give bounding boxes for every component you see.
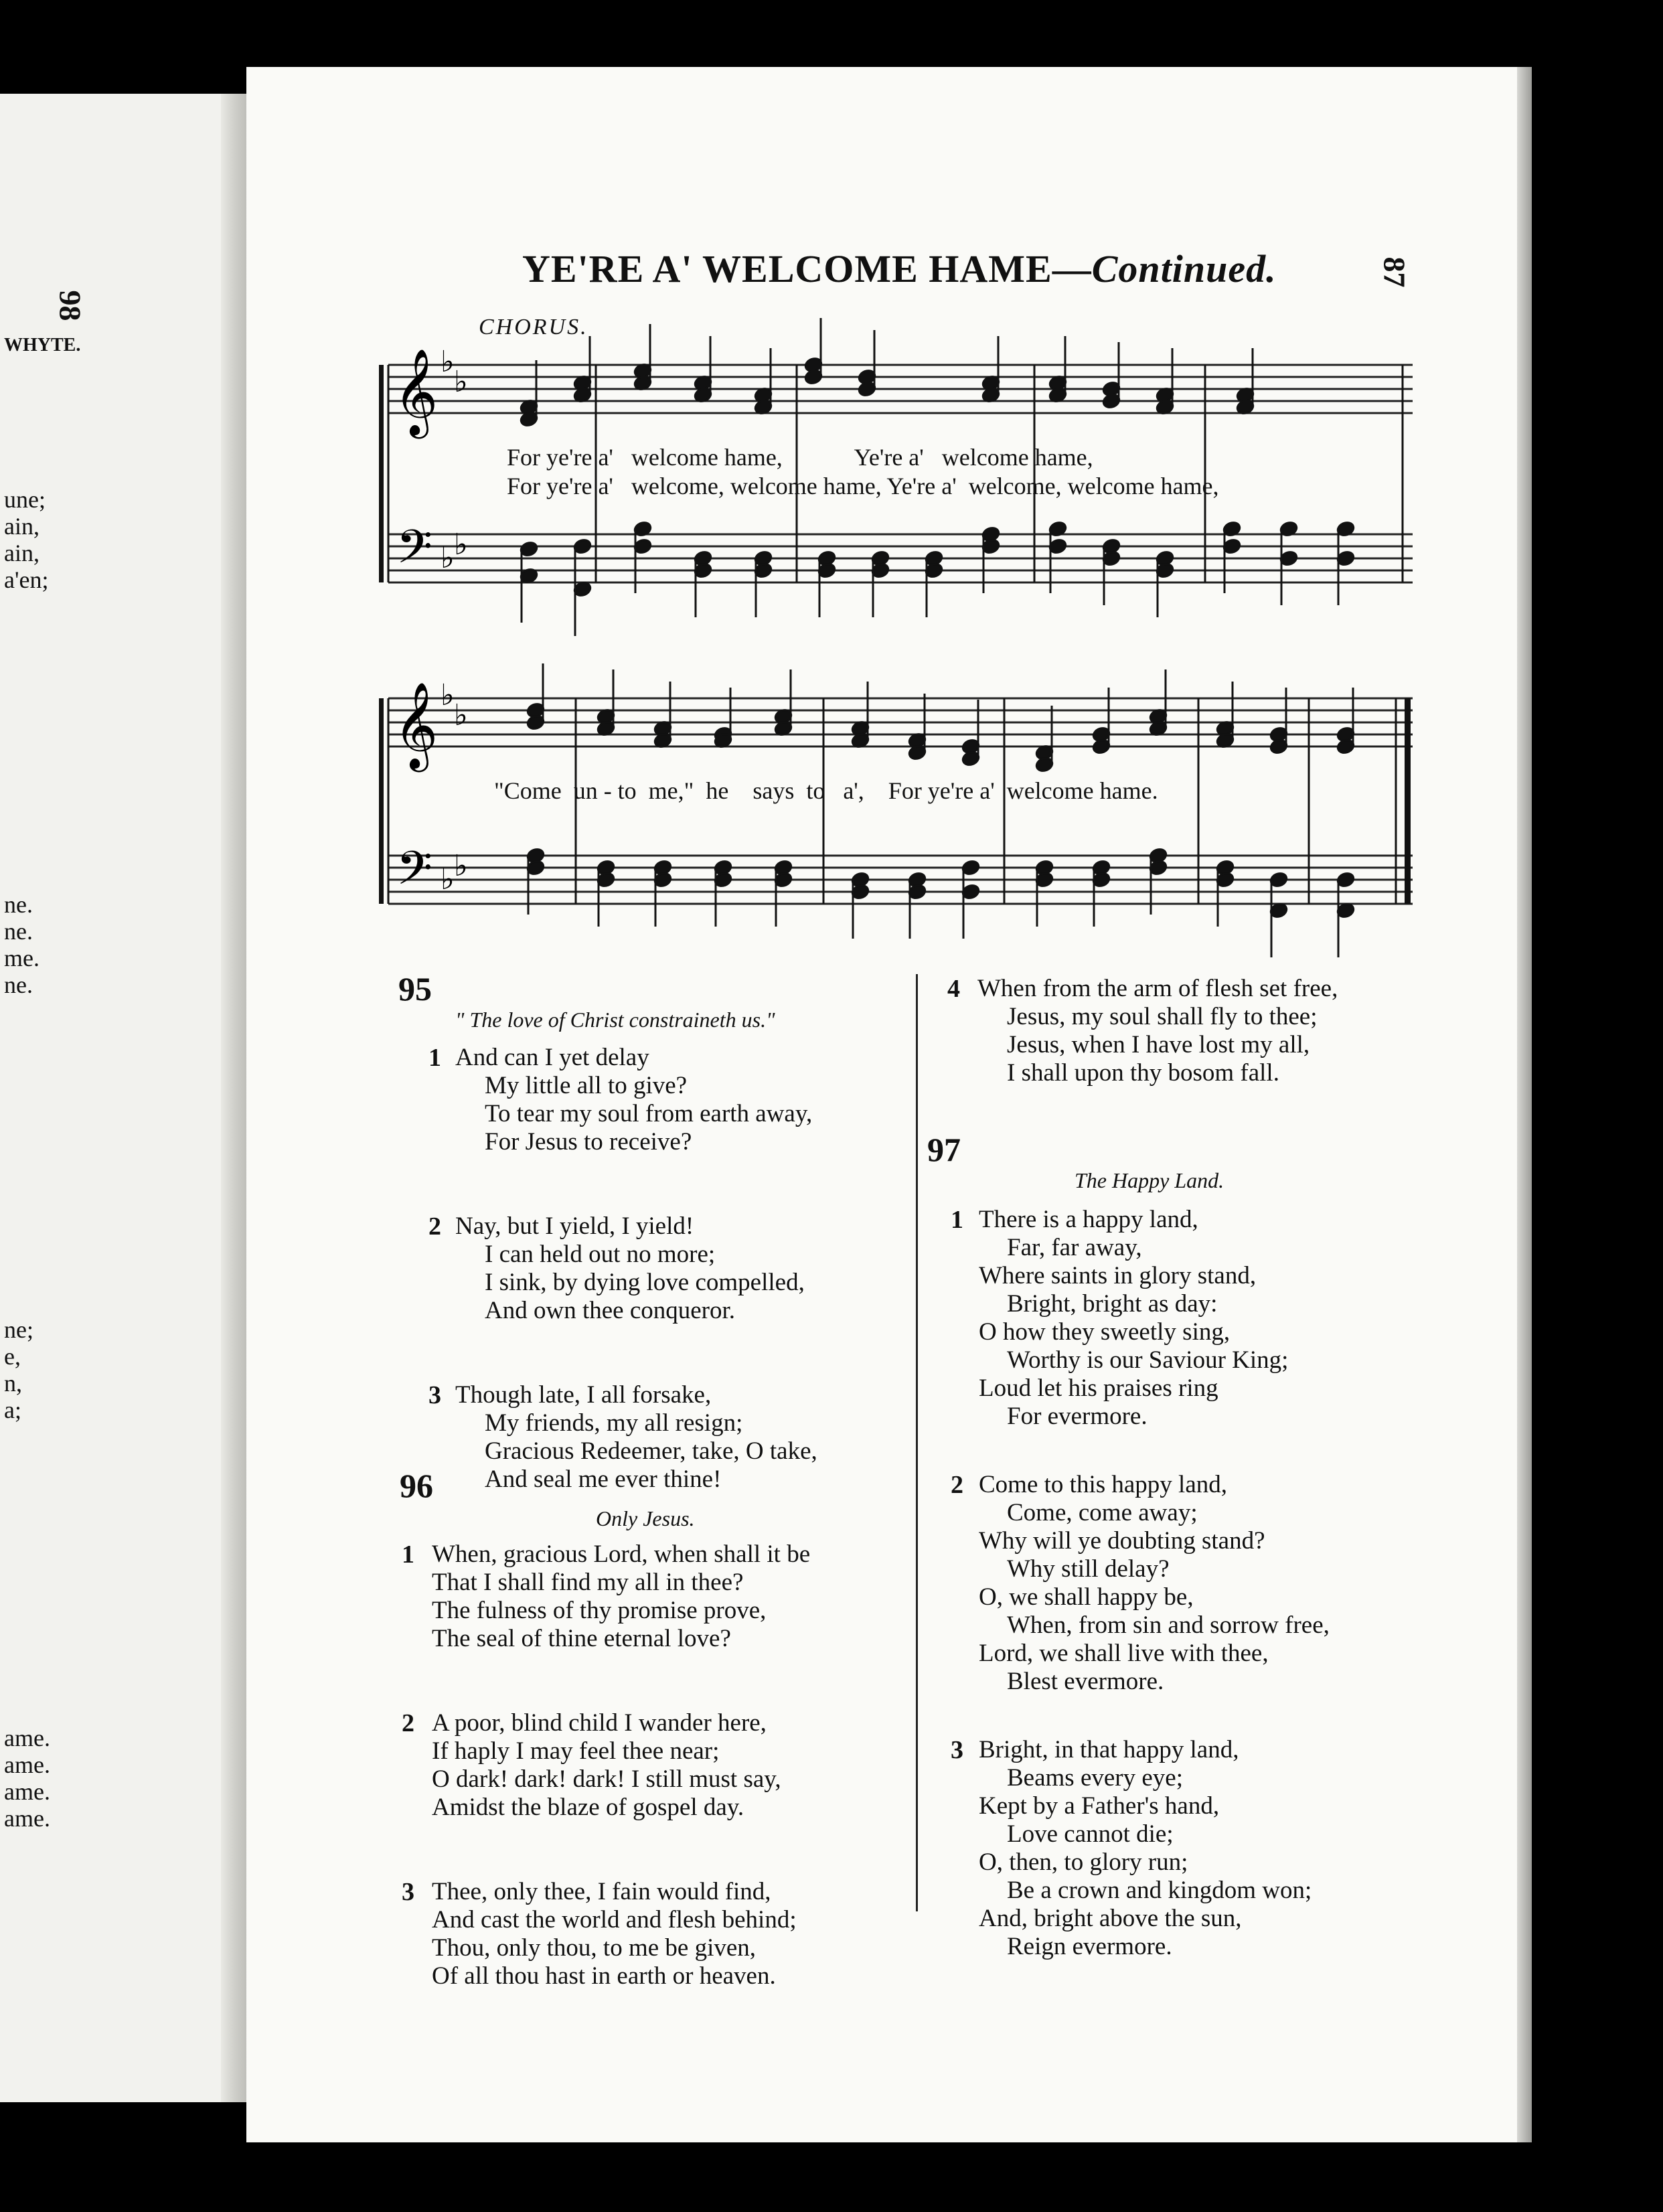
hymn-number-97: 97	[927, 1131, 961, 1168]
flat-sign: ♭	[454, 698, 468, 732]
title-text: YE'RE A' WELCOME HAME—	[522, 247, 1092, 291]
left-fragment: ame.	[4, 1805, 50, 1832]
verse-line: Far, far away,	[1007, 1234, 1142, 1261]
verse-line: O how they sweetly sing,	[979, 1318, 1231, 1346]
verse-line: Jesus, when I have lost my all,	[1007, 1031, 1310, 1058]
hymn-96-subtitle: Only Jesus.	[596, 1506, 695, 1530]
lyrics-line-1: For ye're a' welcome hame, Ye're a' welcome hame,	[507, 444, 1093, 471]
verse-line: I shall upon thy bosom fall.	[1007, 1059, 1279, 1087]
verse-line: I sink, by dying love compelled,	[485, 1269, 805, 1296]
verse-line: Worthy is our Saviour King;	[1007, 1346, 1289, 1374]
left-page-number: 98	[53, 290, 88, 321]
verse-line: My little all to give?	[485, 1072, 688, 1099]
verse-number: 1	[428, 1044, 441, 1072]
verse-line: Why still delay?	[1007, 1555, 1170, 1583]
verse-number: 4	[947, 975, 960, 1003]
bass-clef: 𝄢	[396, 841, 433, 906]
verse-line: And own thee conqueror.	[485, 1297, 736, 1324]
verse-line: O, then, to glory run;	[979, 1848, 1188, 1876]
verse-line: Be a crown and kingdom won;	[1007, 1877, 1312, 1904]
verse-line: Bright, bright as day:	[1007, 1290, 1218, 1318]
page-number: 87	[1377, 256, 1412, 288]
left-fragment: une;	[4, 486, 46, 513]
hymn-95-subtitle: " The love of Christ constraineth us."	[455, 1008, 775, 1032]
verse-line: Come to this happy land,	[979, 1471, 1227, 1498]
verse-line: The fulness of thy promise prove,	[432, 1597, 767, 1624]
verse-line: Loud let his praises ring	[979, 1374, 1218, 1402]
flat-sign: ♭	[454, 849, 468, 883]
system-brace	[379, 365, 384, 582]
verse-line: Where saints in glory stand,	[979, 1262, 1257, 1289]
verse-line: That I shall find my all in thee?	[432, 1569, 744, 1596]
verse-line: Lord, we shall live with thee,	[979, 1640, 1269, 1667]
lyrics-line-2: For ye're a' welcome, welcome hame, Ye're a' welcome, welcome hame,	[507, 473, 1219, 499]
verse-line: When, gracious Lord, when shall it be	[432, 1540, 811, 1568]
verse-number: 3	[428, 1381, 441, 1409]
verse-line: There is a happy land,	[979, 1206, 1198, 1233]
verse-line: The seal of thine eternal love?	[432, 1625, 731, 1652]
verse-line: Nay, but I yield, I yield!	[455, 1212, 694, 1240]
verse-number: 1	[402, 1540, 414, 1569]
verse-line: Why will ye doubting stand?	[979, 1527, 1265, 1555]
verse-line: If haply I may feel thee near;	[432, 1737, 720, 1765]
flat-sign: ♭	[454, 365, 468, 399]
verse-line: And seal me ever thine!	[485, 1466, 722, 1493]
final-barline	[1405, 698, 1411, 904]
treble-clef: 𝄞	[394, 682, 439, 769]
verse-number: 2	[951, 1471, 963, 1499]
verse-line: Jesus, my soul shall fly to thee;	[1007, 1003, 1318, 1030]
verse-line: When from the arm of flesh set free,	[977, 975, 1338, 1002]
left-fragment: ne.	[4, 971, 33, 998]
left-fragment: a'en;	[4, 566, 49, 593]
left-fragment: ne;	[4, 1316, 33, 1343]
column-rule	[916, 974, 918, 1911]
verse-line: Amidst the blaze of gospel day.	[432, 1794, 744, 1821]
hymn-number-95: 95	[398, 970, 432, 1008]
verse-line: Reign evermore.	[1007, 1933, 1172, 1960]
title-continued: Continued.	[1091, 247, 1277, 291]
system-brace	[379, 698, 384, 904]
treble-clef: 𝄞	[394, 348, 439, 435]
left-fragment: ain,	[4, 513, 39, 540]
verse-line: Of all thou hast in earth or heaven.	[432, 1962, 776, 1990]
verse-line: For Jesus to receive?	[485, 1128, 692, 1156]
verse-line: Bright, in that happy land,	[979, 1736, 1239, 1763]
hymn-97-subtitle: The Happy Land.	[1075, 1168, 1224, 1192]
verse-line: I can held out no more;	[485, 1241, 716, 1268]
left-fragment: me.	[4, 945, 39, 971]
lyrics-line-3: "Come un - to me," he says to a', For ye're a' welcome hame.	[494, 777, 1158, 804]
left-fragment: ne.	[4, 891, 33, 918]
verse-line: And, bright above the sun,	[979, 1905, 1242, 1932]
left-fragment: ain,	[4, 540, 39, 566]
verse-line: When, from sin and sorrow free,	[1007, 1611, 1330, 1639]
left-fragment: ame.	[4, 1751, 50, 1778]
bass-clef: 𝄢	[396, 520, 433, 585]
verse-line: Kept by a Father's hand,	[979, 1792, 1220, 1820]
left-fragment: WHYTE.	[4, 335, 81, 356]
verse-number: 2	[402, 1709, 414, 1737]
verse-number: 1	[951, 1206, 963, 1234]
verse-line: To tear my soul from earth away,	[485, 1100, 813, 1127]
left-fragment: e,	[4, 1343, 21, 1370]
hymn-number-96: 96	[400, 1467, 433, 1504]
verse-line: Blest evermore.	[1007, 1668, 1164, 1695]
verse-line: Though late, I all forsake,	[455, 1381, 712, 1409]
verse-line: And can I yet delay	[455, 1044, 649, 1071]
verse-line: My friends, my all resign;	[485, 1409, 743, 1437]
left-fragment: a;	[4, 1397, 21, 1423]
verse-line: And cast the world and flesh behind;	[432, 1906, 797, 1933]
flat-sign: ♭	[441, 345, 455, 379]
verse-number: 2	[428, 1212, 441, 1241]
chorus-label: CHORUS.	[479, 315, 588, 339]
flat-sign: ♭	[441, 862, 455, 896]
flat-sign: ♭	[441, 678, 455, 712]
verse-line: Beams every eye;	[1007, 1764, 1183, 1792]
verse-line: Thee, only thee, I fain would find,	[432, 1878, 771, 1905]
verse-line: Thou, only thou, to me be given,	[432, 1934, 757, 1962]
verse-line: Gracious Redeemer, take, O take,	[485, 1437, 817, 1465]
verse-line: Come, come away;	[1007, 1499, 1198, 1526]
left-fragment: ne.	[4, 918, 33, 945]
verse-line: A poor, blind child I wander here,	[432, 1709, 767, 1737]
verse-line: Love cannot die;	[1007, 1820, 1174, 1848]
verse-line: O, we shall happy be,	[979, 1583, 1194, 1611]
left-fragment: n,	[4, 1370, 22, 1397]
verse-number: 3	[951, 1736, 963, 1764]
flat-sign: ♭	[454, 528, 468, 562]
left-fragment: ame.	[4, 1725, 50, 1751]
left-fragment: ame.	[4, 1778, 50, 1805]
flat-sign: ♭	[441, 541, 455, 575]
verse-line: O dark! dark! dark! I still must say,	[432, 1765, 781, 1793]
verse-number: 3	[402, 1878, 414, 1906]
verse-line: For evermore.	[1007, 1403, 1147, 1430]
